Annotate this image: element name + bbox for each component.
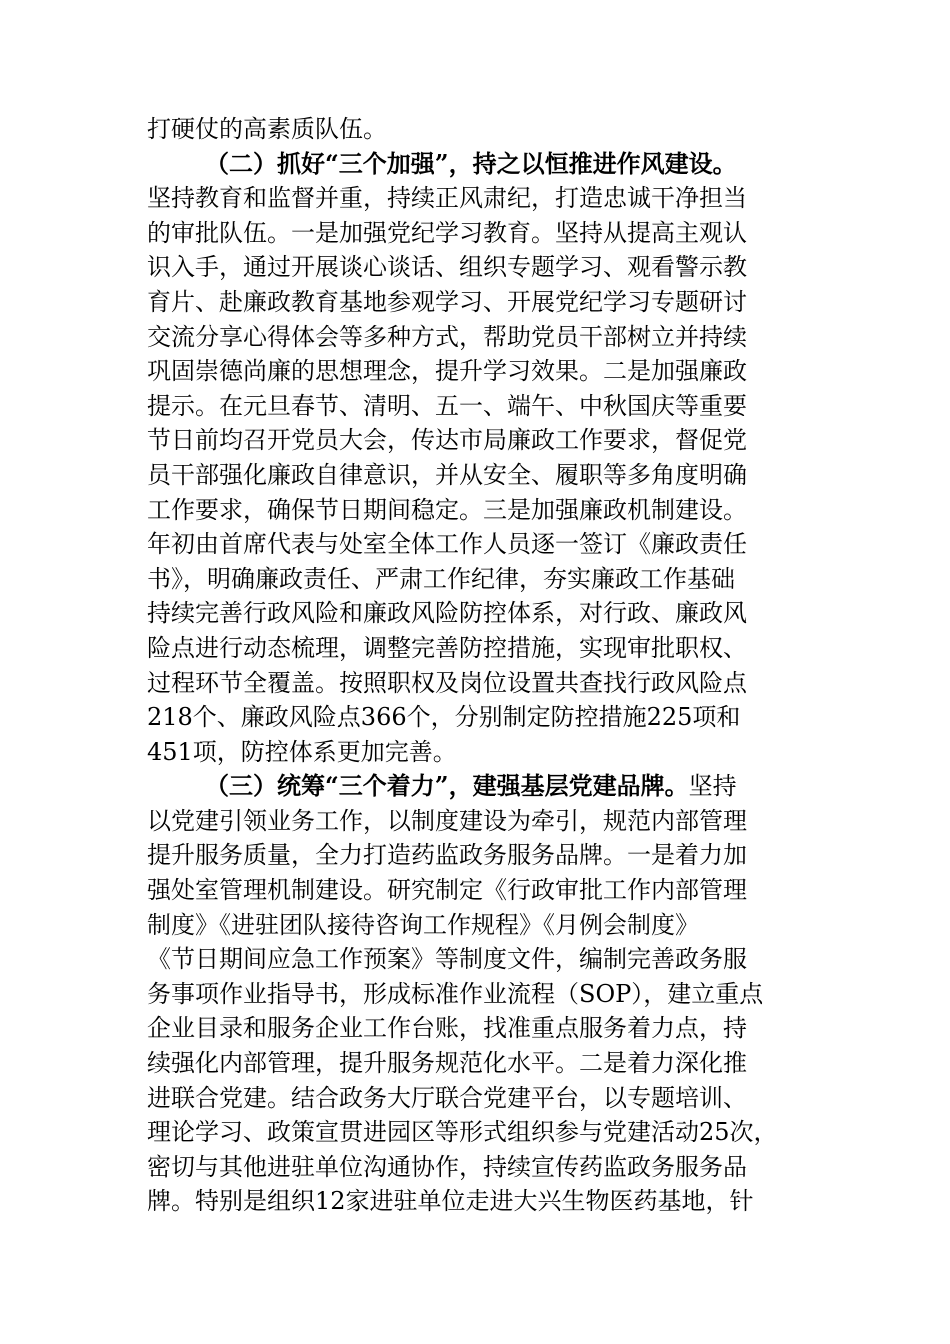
body-text-run: 坚持教育和监督并重，持续正风肃纪，打造忠诚干净担当: [147, 184, 747, 213]
text-line: [147, 458, 807, 493]
text-line: [147, 700, 807, 735]
text-line: [147, 562, 807, 597]
text-line: [147, 1046, 807, 1081]
body-text-run: 制度》《进驻团队接待咨询工作规程》《月例会制度》: [147, 910, 699, 939]
body-text-run: 年初由首席代表与处室全体工作人员逐一签订《廉政责任: [147, 530, 747, 559]
text-line: [147, 423, 807, 458]
text-line: [147, 1184, 807, 1219]
text-line: [147, 112, 807, 147]
text-line: [147, 735, 807, 770]
text-line: [147, 147, 807, 182]
text-line: [147, 838, 807, 873]
text-line: [147, 666, 807, 701]
body-text: [147, 112, 807, 1219]
text-line: [147, 320, 807, 355]
body-text-run: 坚持: [688, 772, 737, 801]
body-text-run: 持续完善行政风险和廉政风险防控体系，对行政、廉政风: [147, 599, 747, 628]
text-line: [147, 1081, 807, 1116]
body-text-run: 工作要求，确保节日期间稳定。三是加强廉政机制建设。: [147, 495, 747, 524]
body-text-run: 《节日期间应急工作预案》等制度文件，编制完善政务服: [147, 945, 747, 974]
text-line: [147, 527, 807, 562]
body-text-run: 以党建引领业务工作，以制度建设为牵引，规范内部管理: [147, 806, 747, 835]
body-text-run: 企业目录和服务企业工作台账，找准重点服务着力点，持: [147, 1014, 747, 1043]
text-line: [147, 596, 807, 631]
body-text-run: 员干部强化廉政自律意识，并从安全、履职等多角度明确: [147, 460, 747, 489]
body-text-run: 的审批队伍。一是加强党纪学习教育。坚持从提高主观认: [147, 218, 747, 247]
text-line: [147, 873, 807, 908]
text-line: [147, 1150, 807, 1185]
text-line: [147, 942, 807, 977]
text-line: [147, 908, 807, 943]
body-text-run: 451项，防控体系更加完善。: [147, 737, 457, 766]
body-text-run: 提升服务质量，全力打造药监政务服务品牌。一是着力加: [147, 841, 747, 870]
text-line: [147, 181, 807, 216]
body-text-run: 进联合党建。结合政务大厅联合党建平台，以专题培训、: [147, 1083, 747, 1112]
text-line: [147, 977, 807, 1012]
body-text-run: 过程环节全覆盖。按照职权及岗位设置共查找行政风险点: [147, 668, 747, 697]
body-text-run: 书》，明确廉政责任、严肃工作纪律，夯实廉政工作基础: [147, 564, 735, 593]
body-text-run: 提示。在元旦春节、清明、五一、端午、中秋国庆等重要: [147, 391, 747, 420]
body-text-run: 节日前均召开党员大会，传达市局廉政工作要求，督促党: [147, 426, 747, 455]
text-line: [147, 285, 807, 320]
body-text-run: 牌。特别是组织12家进驻单位走进大兴生物医药基地，针: [147, 1187, 754, 1216]
text-line: [147, 493, 807, 528]
text-line: [147, 1011, 807, 1046]
body-text-run: 巩固崇德尚廉的思想理念，提升学习效果。二是加强廉政: [147, 357, 747, 386]
body-text-run: 密切与其他进驻单位沟通协作，持续宣传药监政务服务品: [147, 1152, 747, 1181]
text-line: [147, 250, 807, 285]
body-text-run: 理论学习、政策宣贯进园区等形式组织参与党建活动25次，: [147, 1118, 778, 1147]
body-text-run: 识入手，通过开展谈心谈话、组织专题学习、观看警示教: [147, 253, 747, 282]
text-line: [147, 389, 807, 424]
body-text-run: 续强化内部管理，提升服务规范化水平。二是着力深化推: [147, 1049, 747, 1078]
body-text-run: 交流分享心得体会等多种方式，帮助党员干部树立并持续: [147, 322, 747, 351]
text-line: [147, 1115, 807, 1150]
section-heading: （二）抓好“三个加强”，持之以恒推进作风建设。: [205, 148, 737, 178]
body-text-run: 育片、赴廉政教育基地参观学习、开展党纪学习专题研讨: [147, 287, 747, 316]
text-line: [147, 631, 807, 666]
body-text-run: 218个、廉政风险点366个，分别制定防控措施225项和: [147, 703, 741, 732]
body-text-run: 打硬仗的高素质队伍。: [147, 115, 387, 143]
body-text-run: 强处室管理机制建设。研究制定《行政审批工作内部管理: [147, 876, 747, 905]
section-heading: （三）统筹“三个着力”，建强基层党建品牌。: [205, 771, 689, 801]
text-line: [147, 354, 807, 389]
body-text-run: 险点进行动态梳理，调整完善防控措施，实现审批职权、: [147, 633, 747, 662]
body-text-run: 务事项作业指导书，形成标准作业流程（SOP），建立重点: [147, 979, 764, 1008]
text-line: [147, 804, 807, 839]
text-line: [147, 769, 807, 804]
text-line: [147, 216, 807, 251]
